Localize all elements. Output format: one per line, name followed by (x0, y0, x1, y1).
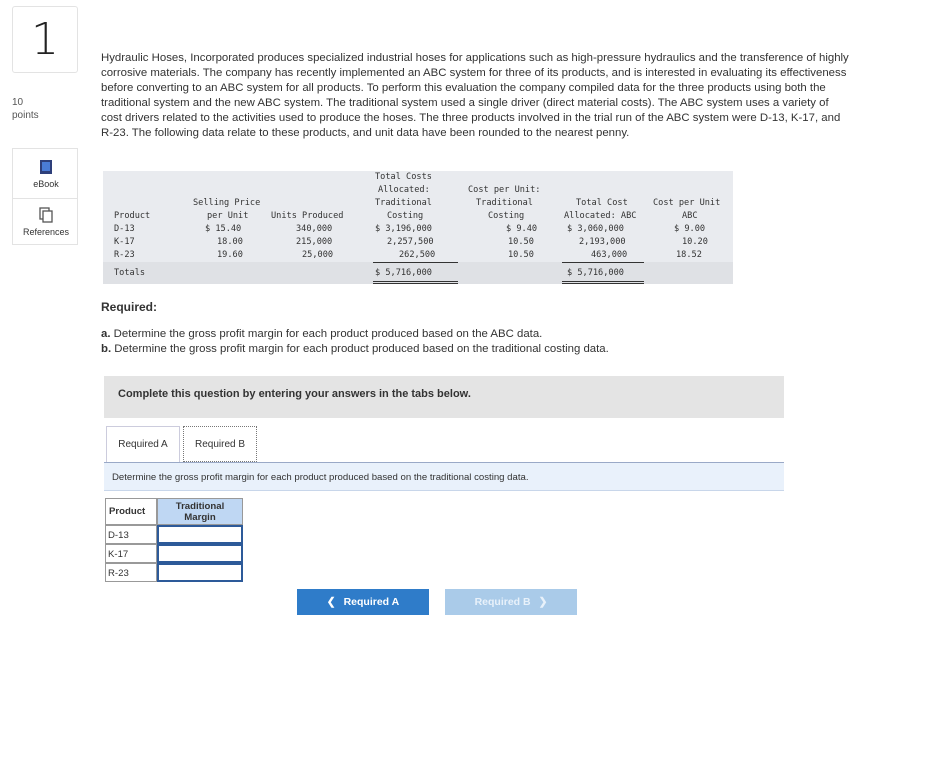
total-rule (562, 283, 644, 284)
margin-input-r23[interactable] (157, 563, 243, 582)
resource-sidebar (12, 148, 78, 245)
row-total-abc: $ 3,060,000 (567, 224, 624, 234)
ebook-label: eBook (33, 179, 59, 189)
row-units: 25,000 (302, 250, 334, 260)
header-total-trad-1: Total Costs (375, 172, 432, 182)
header-selling-price-2: per Unit (207, 211, 249, 221)
header-cpu-abc-2: ABC (682, 211, 698, 221)
row-cpu-abc: $ 9.00 (674, 224, 706, 234)
points-indicator (12, 96, 39, 122)
required-b-label: b. (101, 343, 112, 355)
answer-row-label: R-23 (105, 563, 157, 582)
chevron-left-icon: ❮ (326, 596, 336, 608)
header-total-trad-4: Costing (387, 211, 424, 221)
answer-header-margin-line2: Margin (184, 512, 216, 523)
answer-row-label: K-17 (105, 544, 157, 563)
header-units: Units Produced (271, 211, 344, 221)
answer-header-margin (157, 498, 243, 525)
tab-instruction-text: Determine the gross profit margin for each product produced based on the traditional costing data. (112, 472, 529, 483)
margin-input-d13[interactable] (157, 525, 243, 544)
prev-button-label: Required A (343, 596, 400, 608)
references-icon (39, 207, 53, 223)
next-button-label: Required B (474, 596, 531, 608)
row-product: D-13 (114, 224, 135, 234)
header-cpu-trad-3: Costing (488, 211, 525, 221)
answer-header-product: Product (105, 498, 157, 525)
question-number-box (12, 6, 78, 73)
references-link[interactable] (13, 207, 79, 237)
problem-statement: Hydraulic Hoses, Incorporated produces specialized industrial hoses for applications such as high-pressure hydraulics and the transference of highly corrosive materials. The company has recently implemented an ABC system for three of its products, and is interested in evaluating its effectiveness before converting to an ABC system for all products. To perform this evaluation the company compiled data for the three products using both the traditional system and the new ABC system. The traditional system used a single driver (direct material costs). The ABC system uses a variety of cost drivers related to the activities used to produce the hoses. The three products involved in the trial run of the ABC system were D-13, K-17, and R-23. The following data relate to these products, and unit data have been rounded to the nearest penny. (101, 52, 849, 139)
row-price: 18.00 (217, 237, 243, 247)
tab-required-b[interactable]: Required B (183, 426, 257, 462)
margin-input-k17[interactable] (157, 544, 243, 563)
row-price: $ 15.40 (205, 224, 242, 234)
header-cpu-trad-2: Traditional (476, 198, 533, 208)
header-cpu-trad-1: Cost per Unit: (468, 185, 541, 195)
header-total-abc-2: Allocated: ABC (564, 211, 637, 221)
row-product: K-17 (114, 237, 135, 247)
row-cpu-trad: 10.50 (508, 250, 534, 260)
row-price: 19.60 (217, 250, 243, 260)
header-product: Product (114, 211, 151, 221)
product-cost-table (103, 171, 733, 284)
subtotal-rule (373, 262, 458, 263)
totals-abc: $ 5,716,000 (567, 268, 624, 278)
total-rule (373, 281, 458, 282)
prev-required-a-button[interactable] (297, 589, 429, 615)
row-cpu-trad: $ 9.40 (506, 224, 538, 234)
question-number: 1 (31, 14, 59, 65)
tab-required-a[interactable]: Required A (106, 426, 180, 462)
header-cpu-abc-1: Cost per Unit (653, 198, 721, 208)
row-units: 215,000 (296, 237, 333, 247)
header-total-abc-1: Total Cost (576, 198, 628, 208)
required-b (101, 343, 609, 355)
row-total-trad: 2,257,500 (387, 237, 434, 247)
row-cpu-trad: 10.50 (508, 237, 534, 247)
tab-instruction (104, 463, 784, 491)
row-total-trad: $ 3,196,000 (375, 224, 432, 234)
chevron-right-icon: ❯ (538, 596, 548, 608)
required-title: Required: (101, 300, 158, 314)
total-rule (562, 281, 644, 282)
row-total-abc: 463,000 (591, 250, 628, 260)
points-label: points (12, 110, 39, 121)
row-cpu-abc: 10.20 (682, 237, 708, 247)
totals-trad: $ 5,716,000 (375, 268, 432, 278)
required-a (101, 328, 542, 340)
header-total-trad-3: Traditional (375, 198, 432, 208)
instructions-text: Complete this question by entering your answers in the tabs below. (118, 388, 471, 400)
row-cpu-abc: 18.52 (676, 250, 702, 260)
answer-row-label: D-13 (105, 525, 157, 544)
totals-label: Totals (114, 268, 146, 278)
required-a-label: a. (101, 328, 111, 340)
book-icon (39, 159, 53, 175)
sidebar-divider (13, 198, 77, 199)
header-total-trad-2: Allocated: (378, 185, 430, 195)
points-value: 10 (12, 97, 24, 108)
required-b-text: Determine the gross profit margin for each product produced based on the traditional costing data. (114, 343, 609, 355)
next-required-b-button[interactable] (445, 589, 577, 615)
ebook-link[interactable] (13, 159, 79, 189)
references-label: References (22, 227, 70, 237)
row-total-trad: 262,500 (399, 250, 436, 260)
required-a-text: Determine the gross profit margin for each product produced based on the ABC data. (113, 328, 543, 340)
subtotal-rule (562, 262, 644, 263)
row-total-abc: 2,193,000 (579, 237, 626, 247)
answer-header-margin-line1: Traditional (175, 501, 225, 512)
total-rule (373, 283, 458, 284)
header-selling-price-1: Selling Price (193, 198, 261, 208)
row-product: R-23 (114, 250, 135, 260)
row-units: 340,000 (296, 224, 333, 234)
instructions-banner (104, 376, 784, 418)
